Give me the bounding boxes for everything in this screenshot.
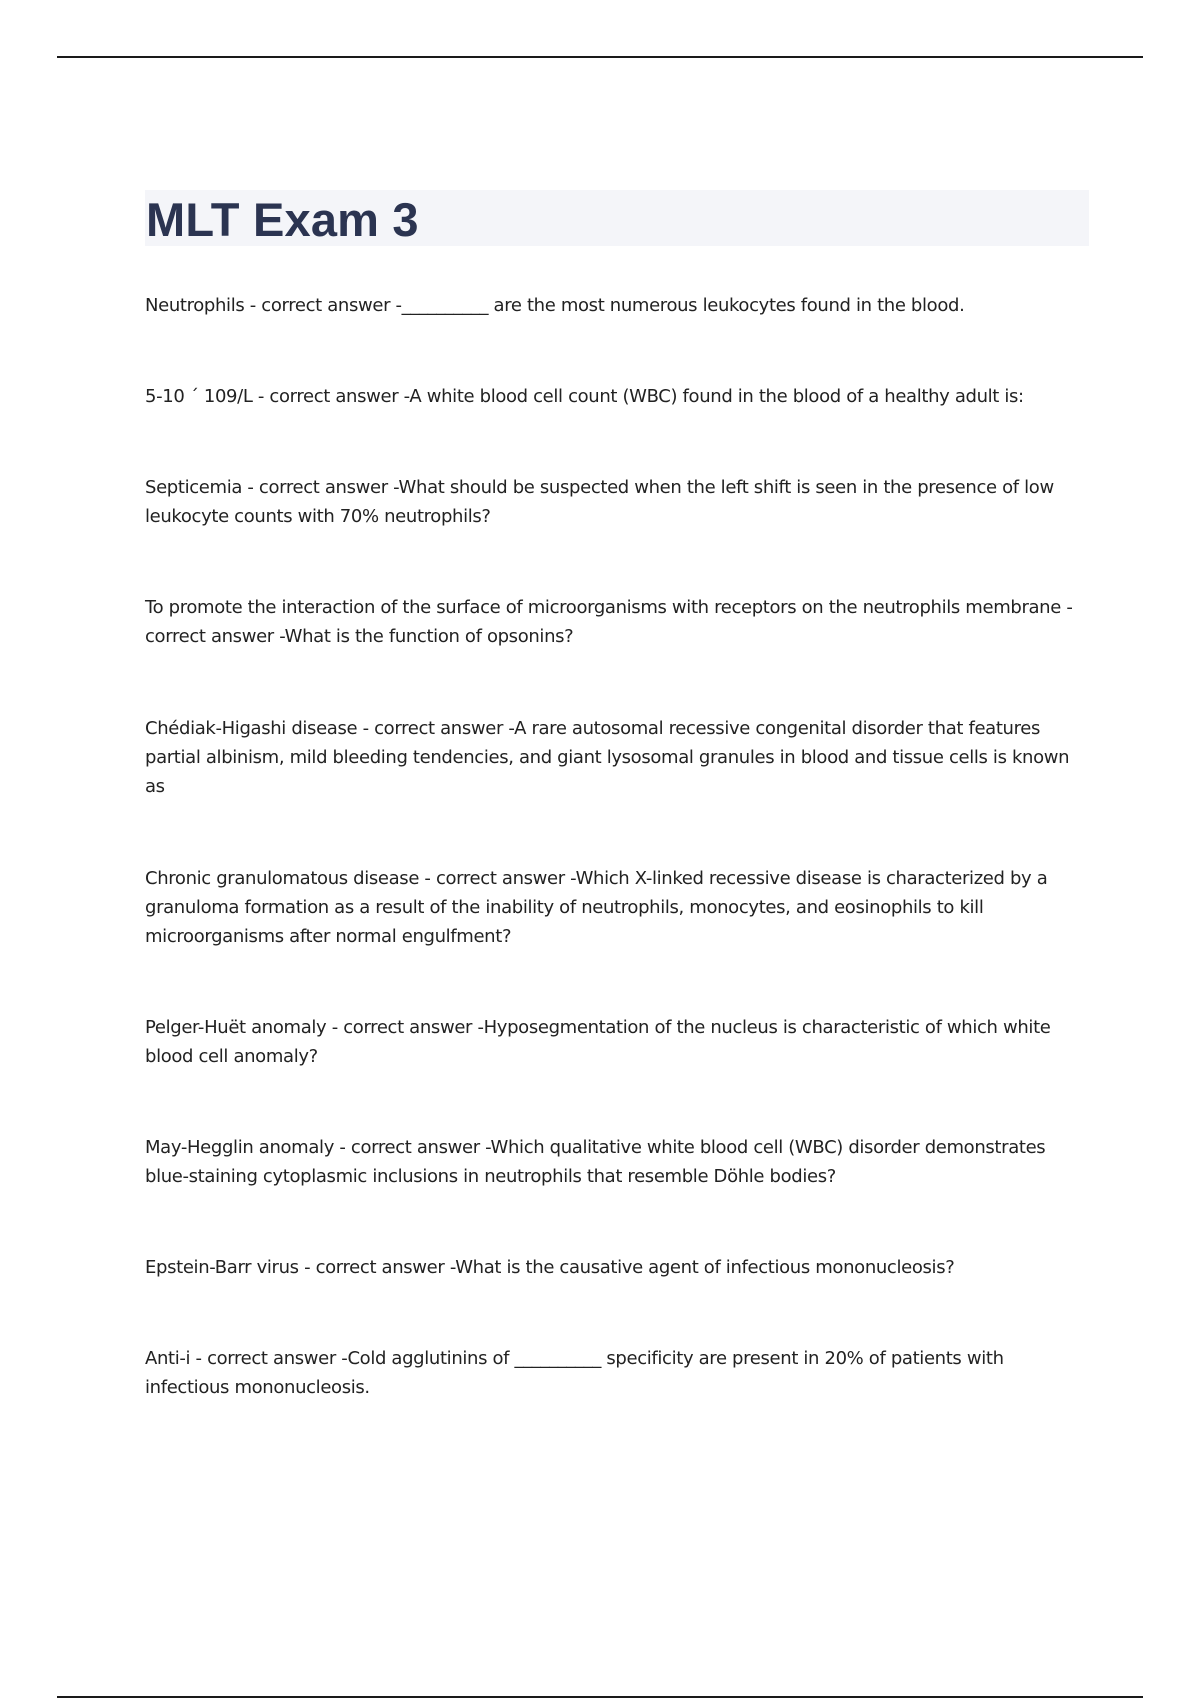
qa-item-opsonins: To promote the interaction of the surface of microorganisms with receptors on the neutrophils membrane - correct answer -What is the function of opsonins? (145, 597, 1073, 647)
qa-item-may-hegglin: May-Hegglin anomaly - correct answer -Which qualitative white blood cell (WBC) disorder demonstrates blue-staining cytoplasmic inclusions in neutrophils that resemble Döhle bodies? (145, 1137, 1046, 1187)
qa-item-wbc-count: 5-10 ´ 109/L - correct answer -A white blood cell count (WBC) found in the blood of a healthy adult is: (145, 386, 1024, 407)
top-rule (57, 56, 1143, 58)
qa-item-septicemia: Septicemia - correct answer -What should be suspected when the left shift is seen in the presence of low leukocyte counts with 70% neutrophils? (145, 477, 1054, 527)
qa-item-pelger-huet: Pelger-Huët anomaly - correct answer -Hyposegmentation of the nucleus is characteristic of which white blood cell anomaly? (145, 1017, 1051, 1067)
bottom-rule (57, 1696, 1143, 1698)
qa-item-neutrophils: Neutrophils - correct answer -__________ are the most numerous leukocytes found in the blood. (145, 295, 965, 316)
qa-item-chronic-granulomatous: Chronic granulomatous disease - correct answer -Which X-linked recessive disease is characterized by a granuloma formation as a result of the inability of neutrophils, monocytes, and eosinophils to kill microorganisms after normal engulfment? (145, 868, 1048, 947)
qa-item-anti-i: Anti-i - correct answer -Cold agglutinins of __________ specificity are present in 20% of patients with infectious mononucleosis. (145, 1348, 1004, 1398)
page-title: MLT Exam 3 (146, 193, 419, 246)
qa-item-chediak-higashi: Chédiak-Higashi disease - correct answer -A rare autosomal recessive congenital disorder that features partial albinism, mild bleeding tendencies, and giant lysosomal granules in blood and tissue cells is known as (145, 718, 1070, 797)
qa-item-epstein-barr: Epstein-Barr virus - correct answer -What is the causative agent of infectious mononucleosis? (145, 1257, 955, 1278)
